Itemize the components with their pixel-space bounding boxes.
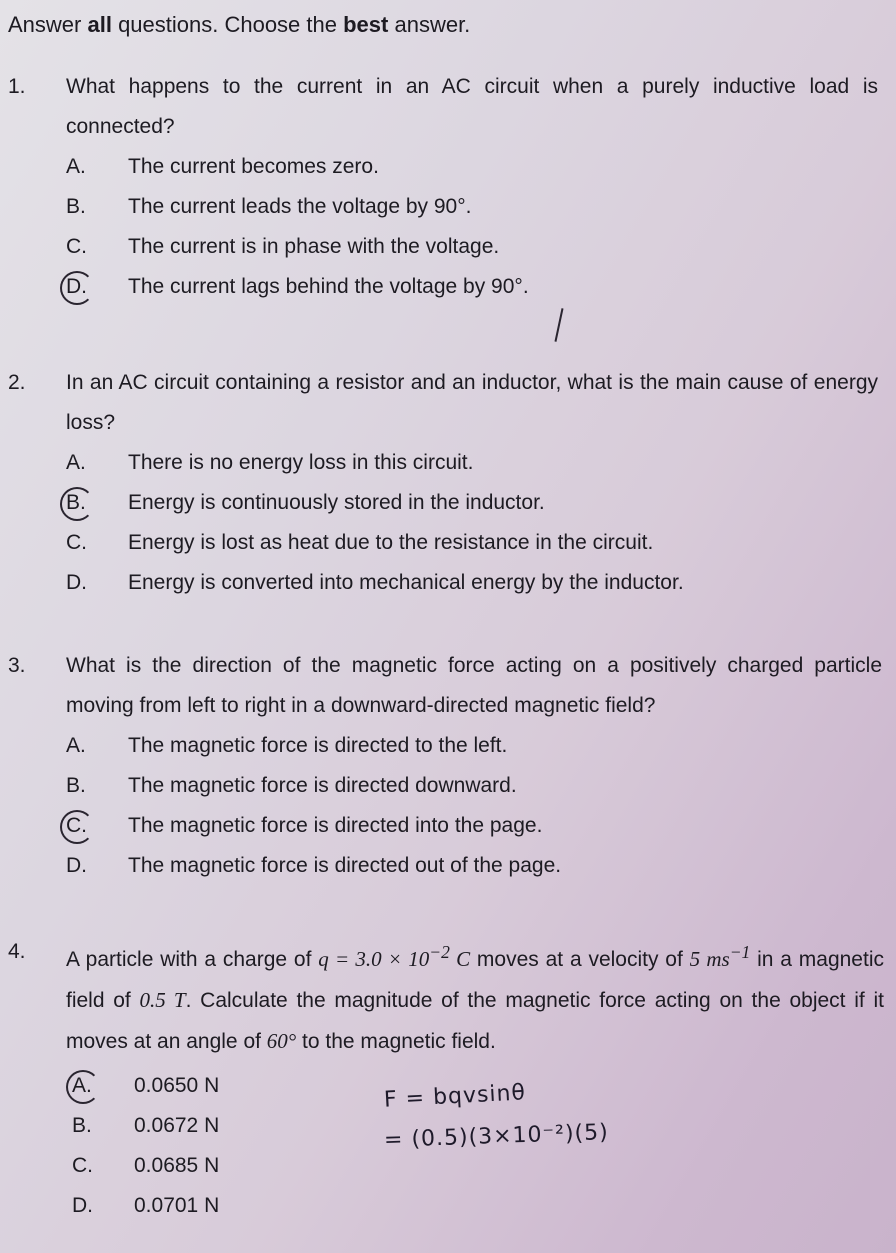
question-text-part: moves at a velocity of [470, 948, 690, 971]
math-exponent: −2 [429, 942, 450, 962]
angle-expression: 60° [266, 1029, 297, 1053]
option-text: The magnetic force is directed to the left. [128, 734, 508, 757]
question-4 [8, 932, 888, 1226]
question-number: 4. [8, 940, 26, 963]
field-expression: 0.5 T [139, 988, 186, 1012]
question-3 [8, 646, 888, 886]
option-letter: B. [66, 774, 86, 797]
option-c[interactable] [8, 227, 888, 267]
option-letter: C. [66, 235, 87, 258]
question-2 [8, 363, 888, 603]
option-letter: B. [66, 491, 86, 514]
option-letter: C. [66, 531, 87, 554]
answer-circle-mark [60, 487, 94, 521]
option-text: The magnetic force is directed downward. [128, 774, 517, 797]
option-text: The current is in phase with the voltage. [128, 235, 500, 258]
option-letter: D. [72, 1194, 93, 1217]
option-a[interactable] [8, 726, 888, 766]
instructions-text: Answer [8, 12, 88, 37]
option-text: The current becomes zero. [128, 155, 379, 178]
math-text: q = 3.0 × 10 [318, 947, 430, 971]
option-letter: D. [66, 571, 87, 594]
option-c[interactable] [8, 1146, 888, 1186]
option-text: The magnetic force is directed into the page. [128, 814, 543, 837]
option-text: There is no energy loss in this circuit. [128, 451, 474, 474]
option-letter: C. [72, 1154, 93, 1177]
option-text: 0.0701 N [134, 1194, 220, 1217]
question-text-part: to the magnetic field. [296, 1030, 496, 1053]
instructions-bold-best: best [343, 12, 389, 37]
option-text: Energy is lost as heat due to the resistance in the circuit. [128, 531, 654, 554]
option-letter: C. [66, 814, 87, 837]
handwritten-formula: F = bqvsinθ [383, 1080, 527, 1113]
pen-stroke-mark [554, 308, 563, 342]
option-letter: B. [66, 195, 86, 218]
option-text: The magnetic force is directed out of the page. [128, 854, 562, 877]
question-text-part: A particle with a charge of [66, 948, 319, 971]
option-a[interactable] [8, 443, 888, 483]
math-unit: C [449, 947, 471, 971]
option-text: The current leads the voltage by 90°. [128, 195, 472, 218]
option-b[interactable] [8, 187, 888, 227]
question-text-part: in a magnetic field of [66, 948, 884, 1012]
option-text: 0.0685 N [134, 1154, 220, 1177]
instructions-bold-all: all [87, 12, 112, 37]
option-c[interactable] [8, 806, 888, 846]
answer-circle-mark [66, 1070, 100, 1104]
option-text: The current lags behind the voltage by 90°. [128, 275, 529, 298]
question-1 [8, 67, 888, 307]
option-c[interactable] [8, 523, 888, 563]
option-b[interactable] [8, 766, 888, 806]
option-text: Energy is converted into mechanical energy by the inductor. [128, 571, 684, 594]
option-a[interactable] [8, 147, 888, 187]
option-b[interactable] [8, 483, 888, 523]
question-number: 2. [8, 371, 26, 394]
question-text [66, 932, 888, 1062]
option-text: 0.0650 N [134, 1074, 220, 1097]
question-text: What is the direction of the magnetic force acting on a positively charged particle moving from left to right in a downward-directed magnetic field? [66, 654, 882, 717]
option-text: 0.0672 N [134, 1114, 220, 1137]
option-letter: A. [66, 451, 86, 474]
option-letter: A. [66, 734, 86, 757]
option-letter: D. [66, 854, 87, 877]
charge-expression [318, 942, 471, 971]
instructions-text: answer. [388, 12, 471, 37]
question-number: 1. [8, 75, 26, 98]
question-text: In an AC circuit containing a resistor and an inductor, what is the main cause of energy loss? [66, 371, 878, 434]
handwritten-calculation: = (0.5)(3×10⁻²)(5) [383, 1120, 610, 1153]
option-d[interactable] [8, 563, 888, 603]
option-letter: A. [66, 155, 86, 178]
answer-circle-mark [60, 271, 94, 305]
option-letter: B. [72, 1114, 92, 1137]
question-text: What happens to the current in an AC circuit when a purely inductive load is connected? [66, 75, 878, 138]
math-exponent: −1 [729, 942, 751, 962]
option-d[interactable] [8, 267, 888, 307]
math-text: 5 ms [689, 947, 730, 971]
option-text: Energy is continuously stored in the inductor. [128, 491, 545, 514]
velocity-expression [689, 942, 751, 971]
answer-circle-mark [60, 810, 94, 844]
question-text-part: . Calculate the magnitude of the magnetic force acting on the object if it moves at an angle of [66, 989, 884, 1053]
option-letter: A. [72, 1074, 92, 1097]
instructions-text: questions. Choose the [111, 12, 344, 37]
question-number: 3. [8, 654, 26, 677]
option-d[interactable] [8, 846, 888, 886]
option-d[interactable] [8, 1186, 888, 1226]
option-letter: D. [66, 275, 87, 298]
instructions [8, 10, 470, 40]
